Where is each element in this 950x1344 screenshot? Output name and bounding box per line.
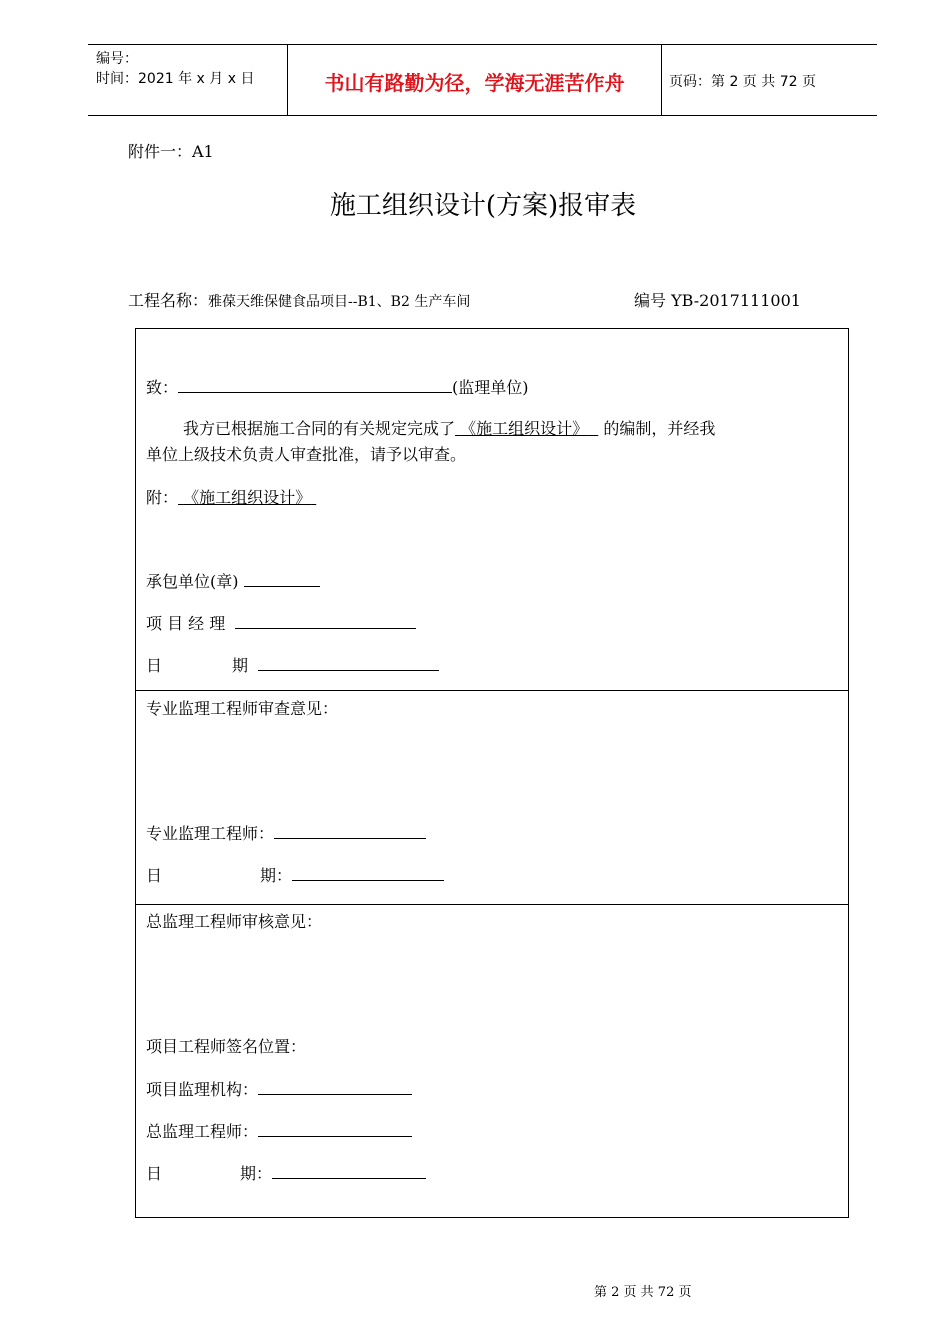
chief-line	[146, 1118, 412, 1142]
statement-text-end: 的编制，并经我	[603, 419, 716, 438]
date-label: 日	[146, 1164, 163, 1183]
form-number	[634, 288, 801, 311]
to-label: 致：	[146, 378, 179, 397]
engineer-opinion-heading: 专业监理工程师审查意见：	[146, 699, 339, 718]
attachment-label: 附件一：A1	[128, 142, 214, 161]
pm-field[interactable]	[235, 610, 416, 629]
form-number-label: 编号	[634, 291, 667, 310]
contractor-label: 承包单位(章)	[146, 572, 239, 591]
org-field[interactable]	[258, 1076, 412, 1095]
date-label: 日	[146, 656, 163, 675]
chief-label: 总监理工程师：	[146, 1122, 259, 1141]
section-divider	[135, 690, 849, 691]
date-label: 日	[146, 866, 163, 885]
header-time: 时间：2021 年 x 月 x 日	[96, 71, 255, 87]
attachment-line	[146, 485, 316, 508]
statement-text: 我方已根据施工合同的有关规定完成了	[183, 419, 456, 438]
supervision-unit-field[interactable]	[178, 374, 452, 393]
header-meta	[96, 49, 254, 89]
header-page-info: 页码：第 2 页 共 72 页	[669, 74, 816, 90]
org-line	[146, 1076, 412, 1100]
statement-line-2: 单位上级技术负责人审查批准，请予以审查。	[146, 445, 467, 464]
contractor-line	[146, 568, 320, 592]
date-line-1	[146, 652, 439, 676]
chief-field[interactable]	[258, 1118, 412, 1137]
date-label: 期	[232, 656, 249, 675]
form-number-value: YB-2017111001	[671, 291, 801, 310]
attach-doc	[178, 488, 316, 507]
org-label: 项目监理机构：	[146, 1080, 259, 1099]
project-label: 工程名称：	[128, 291, 209, 310]
project-name: 雅葆天维保健食品项目--B1、B2 生产车间	[208, 294, 471, 310]
date-line-3	[146, 1160, 426, 1184]
form-title: 施工组织设计(方案)报审表	[329, 191, 637, 221]
statement-doc	[455, 419, 598, 438]
statement-doc-title: 《施工组织设计》	[460, 419, 589, 438]
contractor-field[interactable]	[244, 568, 320, 587]
header-divider	[661, 45, 662, 115]
statement-line-1	[183, 416, 715, 439]
engineer-label: 专业监理工程师：	[146, 824, 275, 843]
page-footer: 第 2 页 共 72 页	[594, 1285, 692, 1300]
engineer-line	[146, 820, 426, 844]
date-field[interactable]	[258, 652, 439, 671]
pm-line	[146, 610, 416, 634]
document-header	[88, 44, 877, 116]
date-line-2	[146, 862, 444, 886]
pm-label: 项 目 经 理	[146, 614, 226, 633]
section-divider	[135, 904, 849, 905]
to-suffix: (监理单位)	[452, 378, 529, 397]
date-field[interactable]	[292, 862, 444, 881]
sign-position-label: 项目工程师签名位置：	[146, 1037, 307, 1056]
engineer-field[interactable]	[274, 820, 426, 839]
attach-doc-title: 《施工组织设计》	[183, 488, 312, 507]
date-field[interactable]	[272, 1160, 426, 1179]
header-code-label: 编号：	[96, 51, 138, 67]
header-motto: 书山有路勤为径，学海无涯苦作舟	[324, 71, 625, 95]
to-line	[146, 374, 529, 398]
date-label: 期：	[240, 1164, 273, 1183]
chief-opinion-heading: 总监理工程师审核意见：	[146, 912, 323, 931]
attach-label: 附：	[146, 488, 179, 507]
project-line	[128, 288, 470, 311]
date-label: 期：	[260, 866, 293, 885]
